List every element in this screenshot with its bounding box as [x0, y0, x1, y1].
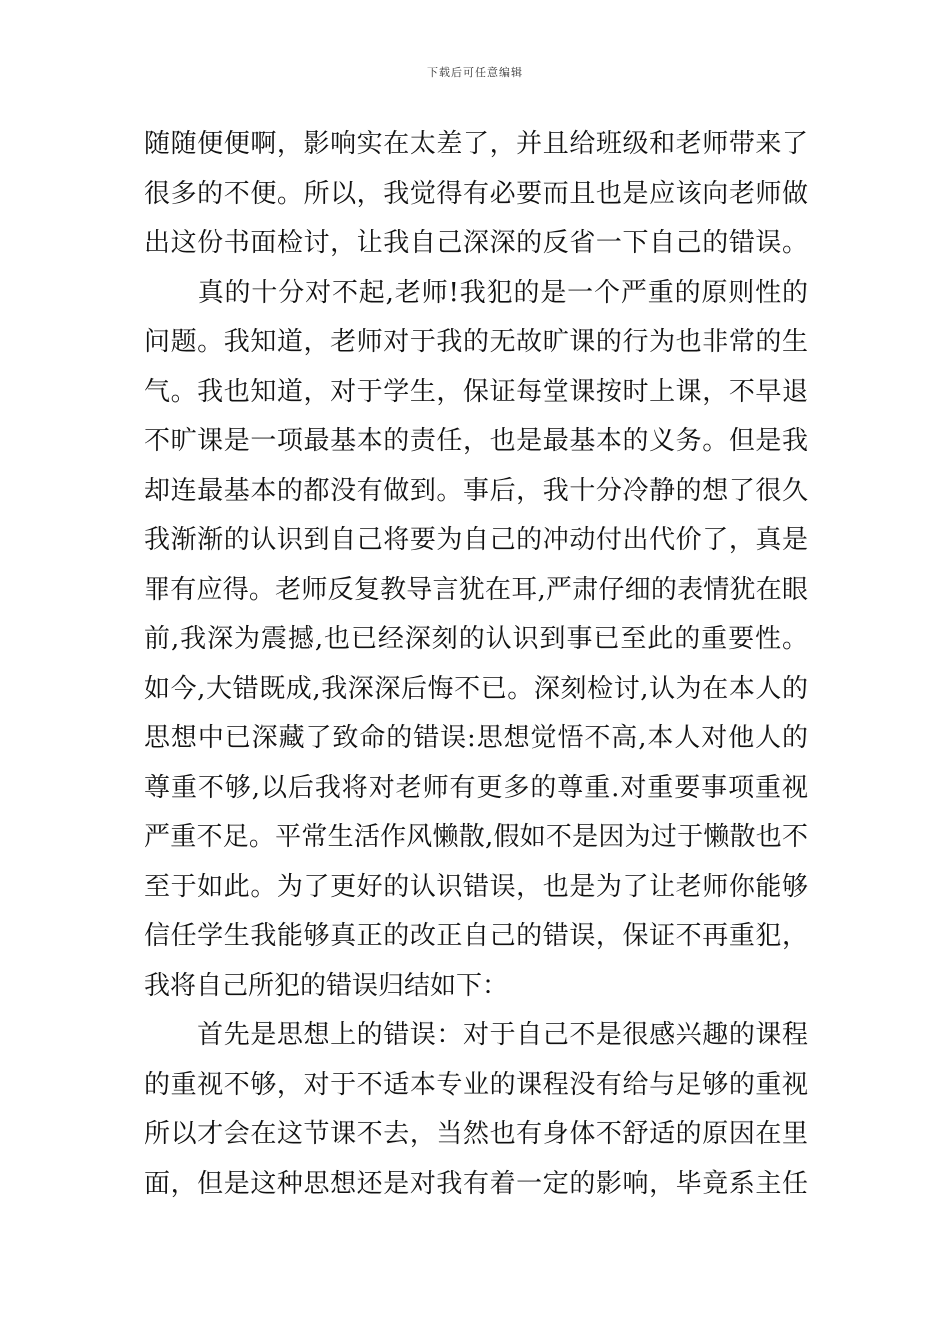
- text-line: 很多的不便。所以，我觉得有必要而且也是应该向老师做: [144, 178, 808, 209]
- text-line: 的重视不够，对于不适本专业的课程没有给与足够的重视: [144, 1069, 808, 1100]
- text-line: 我渐渐的认识到自己将要为自己的冲动付出代价了，真是: [144, 525, 808, 555]
- body-text: [144, 120, 808, 1209]
- text-line: 面，但是这种思想还是对我有着一定的影响，毕竟系主任: [144, 1168, 808, 1199]
- text-line: 至于如此。为了更好的认识错误，也是为了让老师你能够: [144, 871, 808, 902]
- text-line: 问题。我知道，老师对于我的无故旷课的行为也非常的生: [144, 327, 808, 357]
- text-line: 不旷课是一项最基本的责任，也是最基本的义务。但是我: [144, 426, 808, 456]
- text-line: 严重不足。平常生活作风懒散,假如不是因为过于懒散也不: [144, 822, 808, 852]
- text-line: 随随便便啊，影响实在太差了，并且给班级和老师带来了: [144, 129, 808, 159]
- text-line: 尊重不够,以后我将对老师有更多的尊重.对重要事项重视: [144, 772, 808, 803]
- paragraph-end-line: 我将自己所犯的错误归结如下：: [144, 970, 509, 1001]
- paragraph-start-line: 首先是思想上的错误：对于自己不是很感兴趣的课程: [144, 1020, 808, 1050]
- text-line: 出这份书面检讨，让我自己深深的反省一下自己的错误。: [144, 228, 808, 258]
- text-line: 信任学生我能够真正的改正自己的错误，保证不再重犯，: [144, 921, 808, 951]
- text-line: 罪有应得。老师反复教导言犹在耳,严肃仔细的表情犹在眼: [144, 574, 808, 605]
- text-line: 如今,大错既成,我深深后悔不已。深刻检讨,认为在本人的: [144, 673, 808, 704]
- paragraph-start-line: 真的十分对不起,老师!我犯的是一个严重的原则性的: [144, 277, 808, 308]
- text-line: 气。我也知道，对于学生，保证每堂课按时上课，不早退: [144, 376, 808, 407]
- text-line: 前,我深为震撼,也已经深刻的认识到事已至此的重要性。: [144, 624, 808, 654]
- text-line: 所以才会在这节课不去，当然也有身体不舒适的原因在里: [144, 1119, 808, 1149]
- text-line: 却连最基本的都没有做到。事后，我十分冷静的想了很久: [144, 475, 808, 506]
- text-line: 思想中已深藏了致命的错误:思想觉悟不高,本人对他人的: [144, 723, 808, 753]
- page-header: 下载后可任意编辑: [427, 66, 523, 79]
